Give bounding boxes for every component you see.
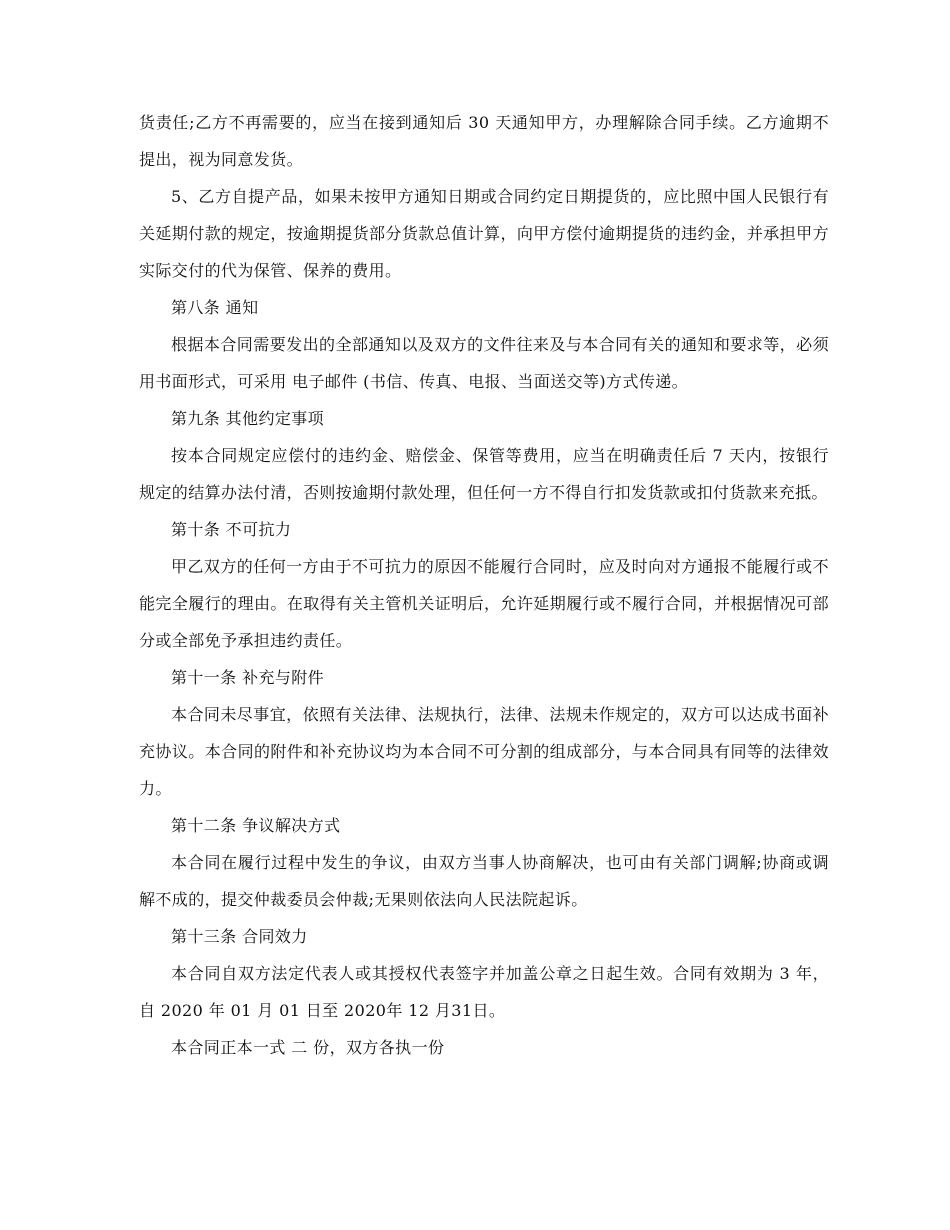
paragraph-continuation: 货责任;乙方不再需要的，应当在接到通知后 30 天通知甲方，办理解除合同手续。乙方逾期不提出，视为同意发货。: [139, 113, 829, 169]
heading-article-10: 第十条 不可抗力: [171, 520, 292, 539]
paragraph-article-13: 本合同自双方法定代表人或其授权代表签字并加盖公章之日起生效。合同有效期为 3 年，自 2020 年 01 月 01 日至 2020年 12 月31日。: [139, 964, 829, 1020]
document-body: [139, 104, 829, 1066]
paragraph-article-11: 本合同未尽事宜，依照有关法律、法规执行，法律、法规未作规定的，双方可以达成书面补充协议。本合同的附件和补充协议均为本合同不可分割的组成部分，与本合同具有同等的法律效力。: [139, 705, 829, 798]
heading-article-12: 第十二条 争议解决方式: [171, 816, 341, 835]
heading-article-11: 第十一条 补充与附件: [171, 668, 325, 687]
paragraph-article-12: 本合同在履行过程中发生的争议，由双方当事人协商解决，也可由有关部门调解;协商或调解不成的，提交仲裁委员会仲裁;无果则依法向人民法院起诉。: [139, 853, 829, 909]
paragraph-copies: 本合同正本一式 二 份，双方各执一份: [171, 1038, 445, 1057]
paragraph-article-10: 甲乙双方的任何一方由于不可抗力的原因不能履行合同时，应及时向对方通报不能履行或不能完全履行的理由。在取得有关主管机关证明后，允许延期履行或不履行合同，并根据情况可部分或全部免予承担违约责任。: [139, 557, 829, 650]
paragraph-clause-5: 5、乙方自提产品，如果未按甲方通知日期或合同约定日期提货的，应比照中国人民银行有关延期付款的规定，按逾期提货部分货款总值计算，向甲方偿付逾期提货的违约金，并承担甲方实际交付的代为保管、保养的费用。: [139, 187, 829, 280]
paragraph-article-9: 按本合同规定应偿付的违约金、赔偿金、保管等费用，应当在明确责任后 7 天内，按银行规定的结算办法付清，否则按逾期付款处理，但任何一方不得自行扣发货款或扣付货款来充抵。: [139, 446, 829, 502]
heading-article-8: 第八条 通知: [171, 298, 259, 317]
heading-article-13: 第十三条 合同效力: [171, 927, 308, 946]
paragraph-article-8: 根据本合同需要发出的全部通知以及双方的文件往来及与本合同有关的通知和要求等，必须用书面形式，可采用 电子邮件 (书信、传真、电报、当面送交等)方式传递。: [139, 335, 829, 391]
heading-article-9: 第九条 其他约定事项: [171, 409, 325, 428]
